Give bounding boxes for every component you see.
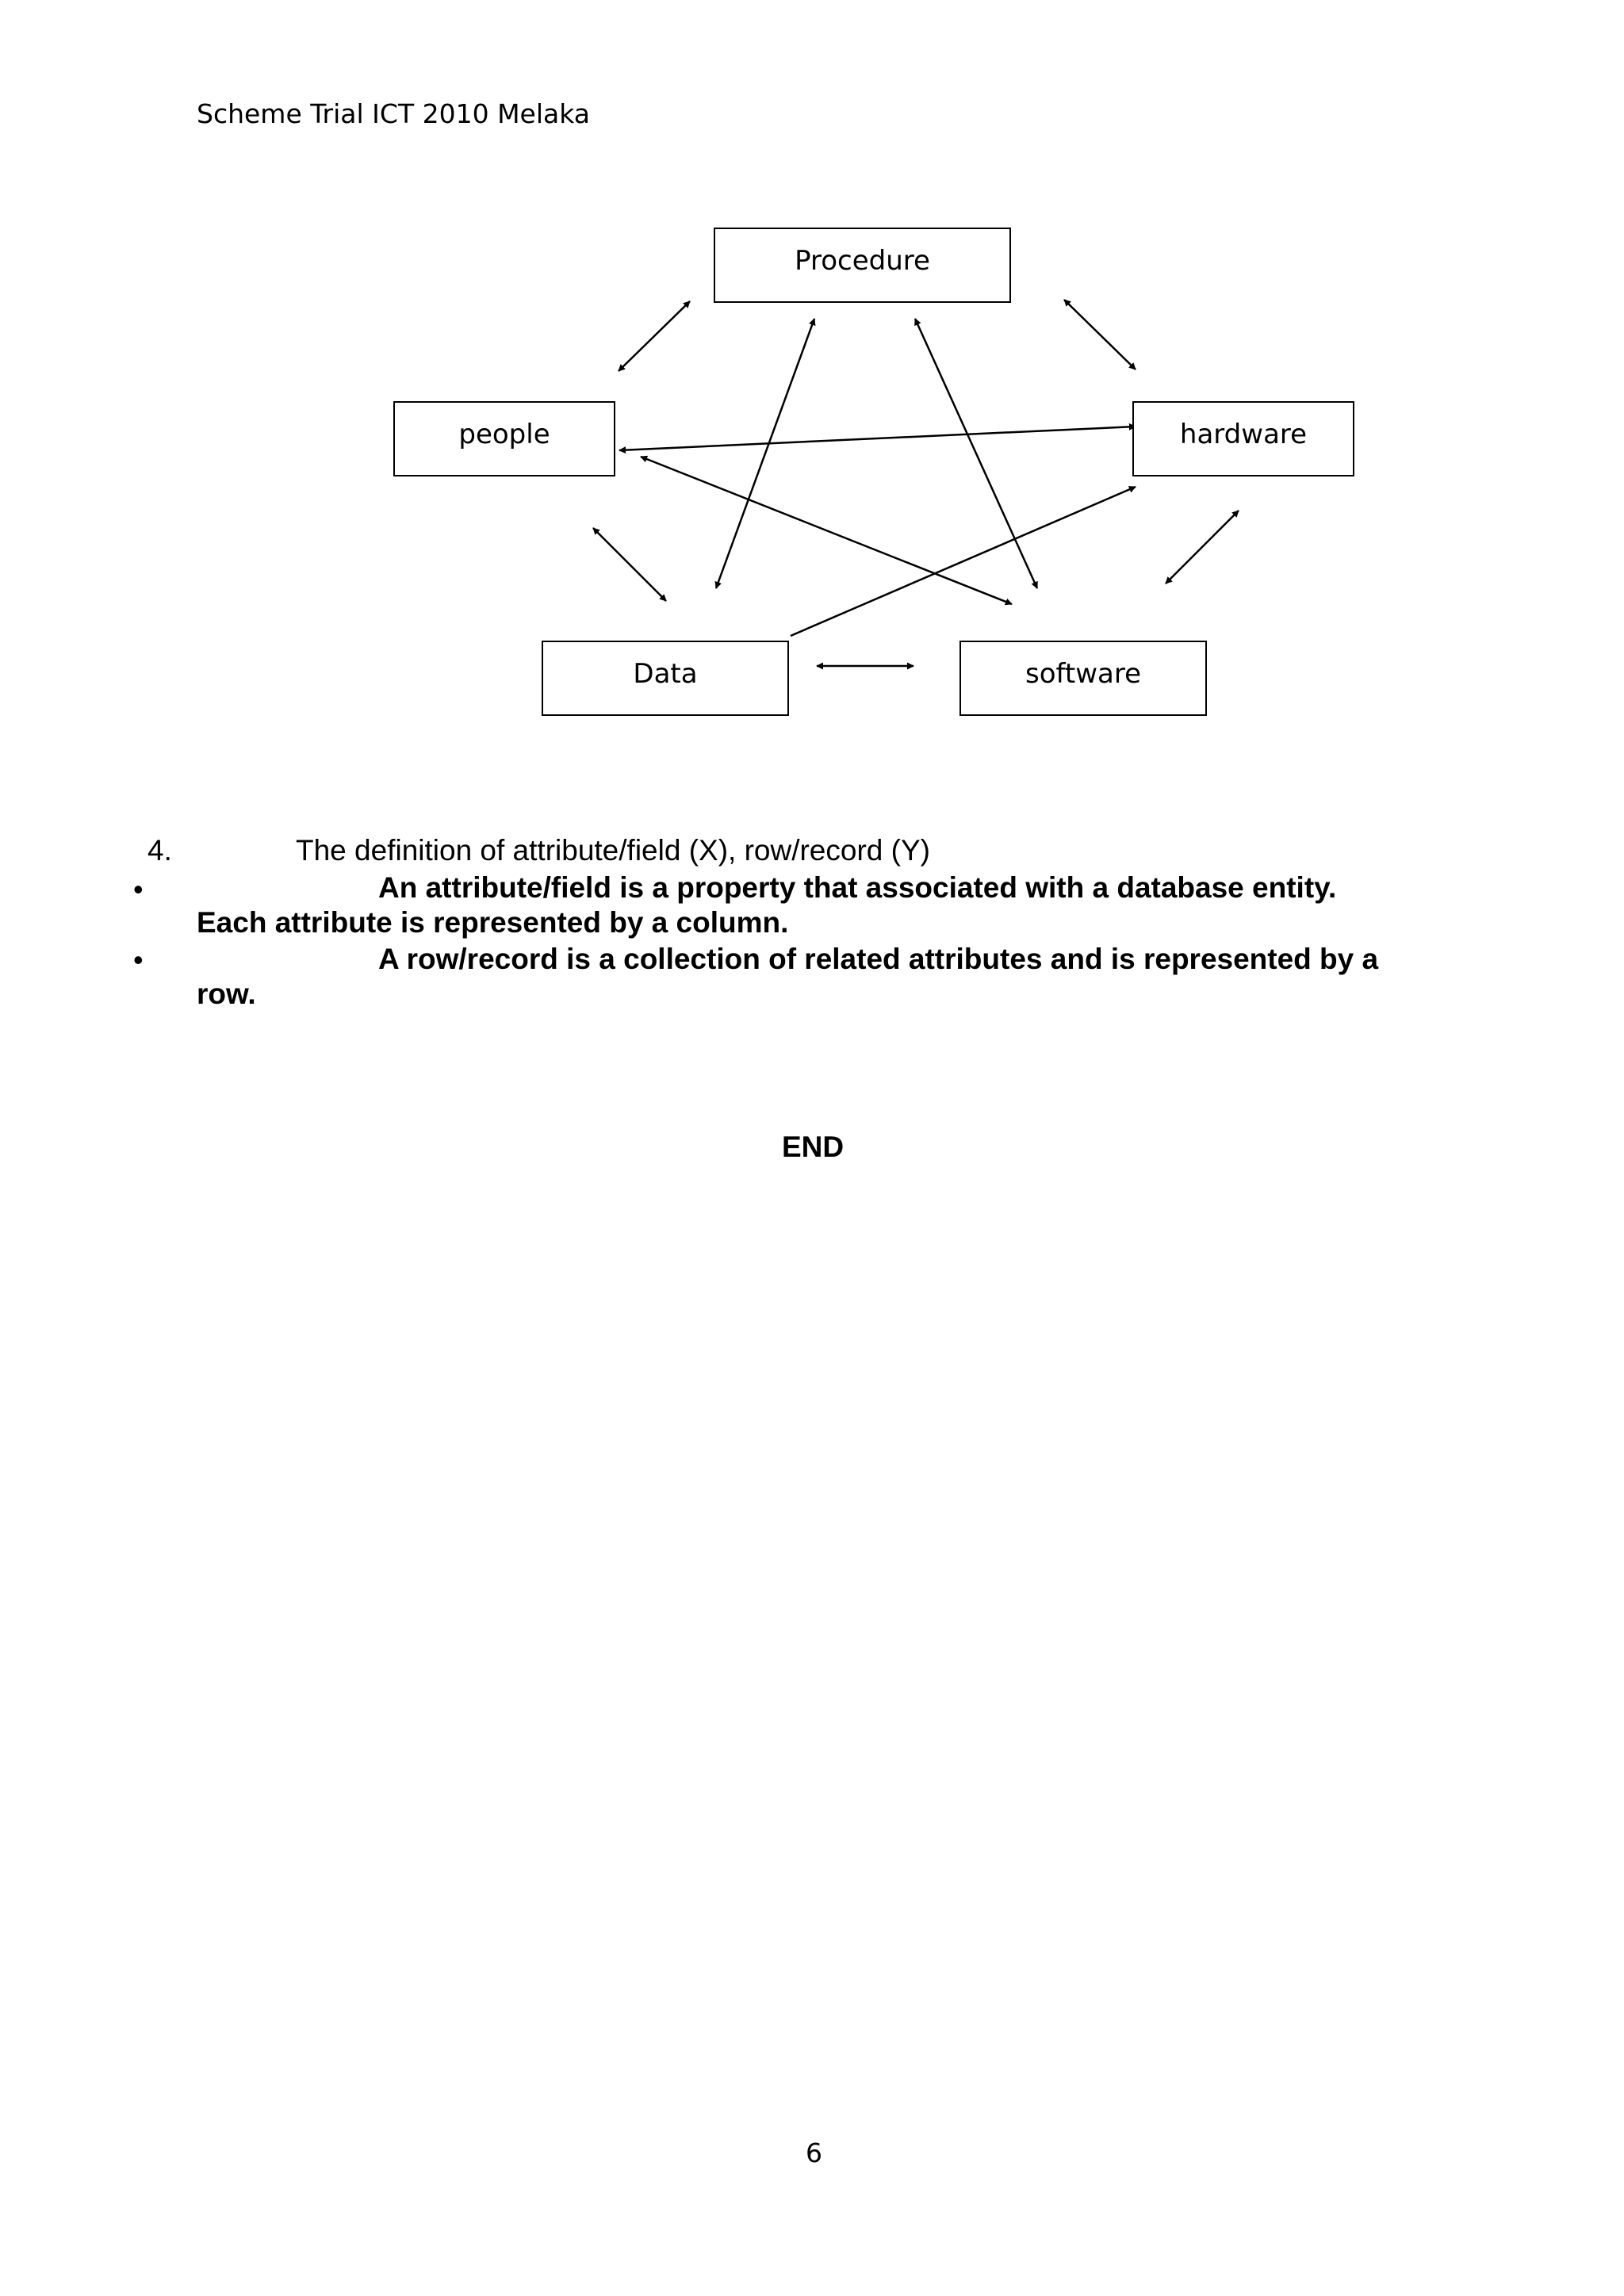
answer-point-1-line-2: Each attribute is represented by a column. [197,906,789,939]
end-label: END [782,1131,845,1163]
people-label: people [458,418,550,450]
answer-point-2-line-1: A row/record is a collection of related attributes and is represented by a [378,943,1379,975]
hardware-label: hardware [1179,418,1308,450]
arrow-people-software [641,457,1012,604]
question-title: The definition of attribute/field (X), row/record (Y) [296,834,930,867]
bullet-point-1: • [133,873,144,905]
page-number: 6 [806,2137,822,2168]
document-header: Scheme Trial ICT 2010 Melaka [197,98,590,129]
arrow-data-hardware [791,487,1136,636]
bullet-point-2: • [133,943,144,976]
data-label: Data [633,657,698,690]
arrow-people-data [593,528,666,601]
hardware-box [1132,401,1354,476]
answer-point-1-line-1: An attribute/field is a property that associated with a database entity. [378,871,1337,904]
software-label: software [1025,657,1141,690]
arrow-procedure-hardware [1064,300,1136,369]
procedure-box [714,228,1011,303]
software-box [959,641,1207,716]
arrow-procedure-software [915,319,1037,588]
question-number: 4. [147,834,172,867]
arrow-procedure-data [716,319,814,588]
arrow-people-hardware [619,427,1136,450]
answer-point-2-line-2: row. [197,978,256,1010]
relationship-diagram-arrows [0,0,1624,793]
arrow-procedure-people [619,301,690,371]
procedure-label: Procedure [795,244,930,277]
arrow-hardware-software [1166,511,1239,584]
data-box [542,641,789,716]
people-box [393,401,615,476]
